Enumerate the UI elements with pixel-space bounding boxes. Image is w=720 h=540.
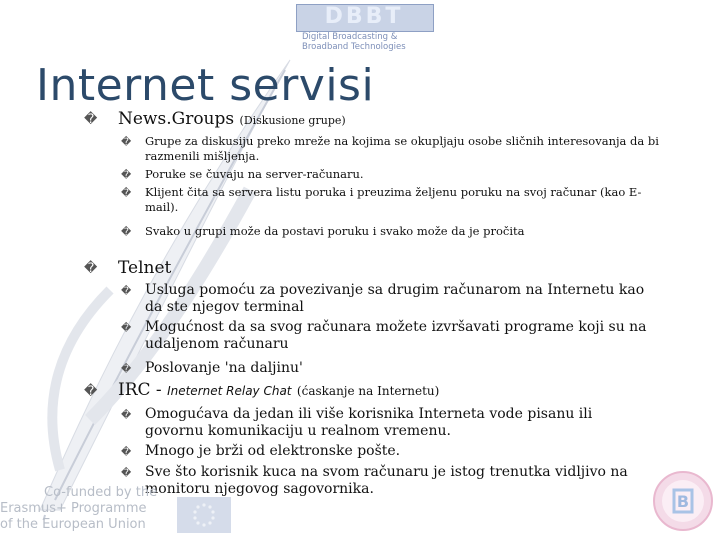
svg-text:B: B bbox=[676, 492, 690, 511]
heading-text: IRC - bbox=[118, 380, 168, 400]
heading-note: (Diskusione grupe) bbox=[239, 114, 346, 127]
list-item: Usluga pomoću za povezivanje sa drugim računarom na Internetu kao da ste njegov terminal bbox=[145, 282, 645, 315]
bullet-icon: � bbox=[121, 468, 132, 479]
eu-flag-icon bbox=[177, 497, 231, 533]
list-item: Mnogo je brži od elektronske pošte. bbox=[145, 443, 401, 459]
bullet-icon: � bbox=[121, 410, 132, 421]
university-seal-icon bbox=[652, 470, 714, 532]
heading-text: News.Groups bbox=[118, 109, 235, 129]
list-item: Mogućnost da sa svog računara možete izvršavati programe koji su na udaljenom računaru bbox=[145, 319, 647, 352]
footer-line-1: Co-funded by the bbox=[44, 485, 158, 500]
list-item: Klijent čita sa servera listu poruka i preuzima željenu poruku na svoj računar (kao E-mail). bbox=[145, 185, 642, 214]
bullet-icon: � bbox=[121, 364, 132, 375]
bullet-icon: � bbox=[84, 384, 98, 399]
list-item: Grupe za diskusiju preko mreže na kojima se okupljaju osobe sličnih interesovanja da bi razmenili mišljenja. bbox=[145, 134, 659, 163]
list-item: Poslovanje 'na daljinu' bbox=[145, 360, 303, 376]
footer-line-3: of the European Union bbox=[0, 517, 146, 532]
list-item: Sve što korisnik kuca na svom računaru je istog trenutka vidljivo na monitoru njegovog sagovornika. bbox=[145, 464, 628, 497]
heading-note: (ćaskanje na Internetu) bbox=[296, 384, 440, 398]
section-heading-newsgroups bbox=[118, 109, 346, 131]
list-item: Svako u grupi može da postavi poruku i svako može da je pročita bbox=[145, 224, 525, 238]
bullet-icon: � bbox=[121, 170, 132, 181]
bullet-icon: � bbox=[121, 188, 132, 199]
list-item: Omogućava da jedan ili više korisnika Interneta vode pisanu ili govornu komunikaciju u realnom vremenu. bbox=[145, 406, 593, 439]
list-item: Poruke se čuvaju na server-računaru. bbox=[145, 167, 364, 181]
slide-title: Internet servisi bbox=[36, 60, 375, 111]
dbbt-logo bbox=[296, 4, 432, 52]
bullet-icon: � bbox=[84, 112, 98, 127]
section-heading-irc bbox=[118, 380, 439, 401]
section-heading-telnet: Telnet bbox=[118, 258, 172, 278]
bullet-icon: � bbox=[84, 261, 98, 276]
logo-subtitle-2: Broadband Technologies bbox=[302, 42, 406, 52]
bullet-icon: � bbox=[121, 323, 132, 334]
heading-italic: Ineternet Relay Chat bbox=[167, 384, 292, 398]
logo-title: DBBT bbox=[324, 4, 404, 29]
logo-subtitle-1: Digital Broadcasting & bbox=[302, 32, 398, 42]
bullet-icon: � bbox=[121, 137, 132, 148]
bullet-icon: � bbox=[121, 447, 132, 458]
footer-line-2: Erasmus+ Programme bbox=[0, 501, 147, 516]
bullet-icon: � bbox=[121, 227, 132, 238]
bullet-icon: � bbox=[121, 286, 132, 297]
